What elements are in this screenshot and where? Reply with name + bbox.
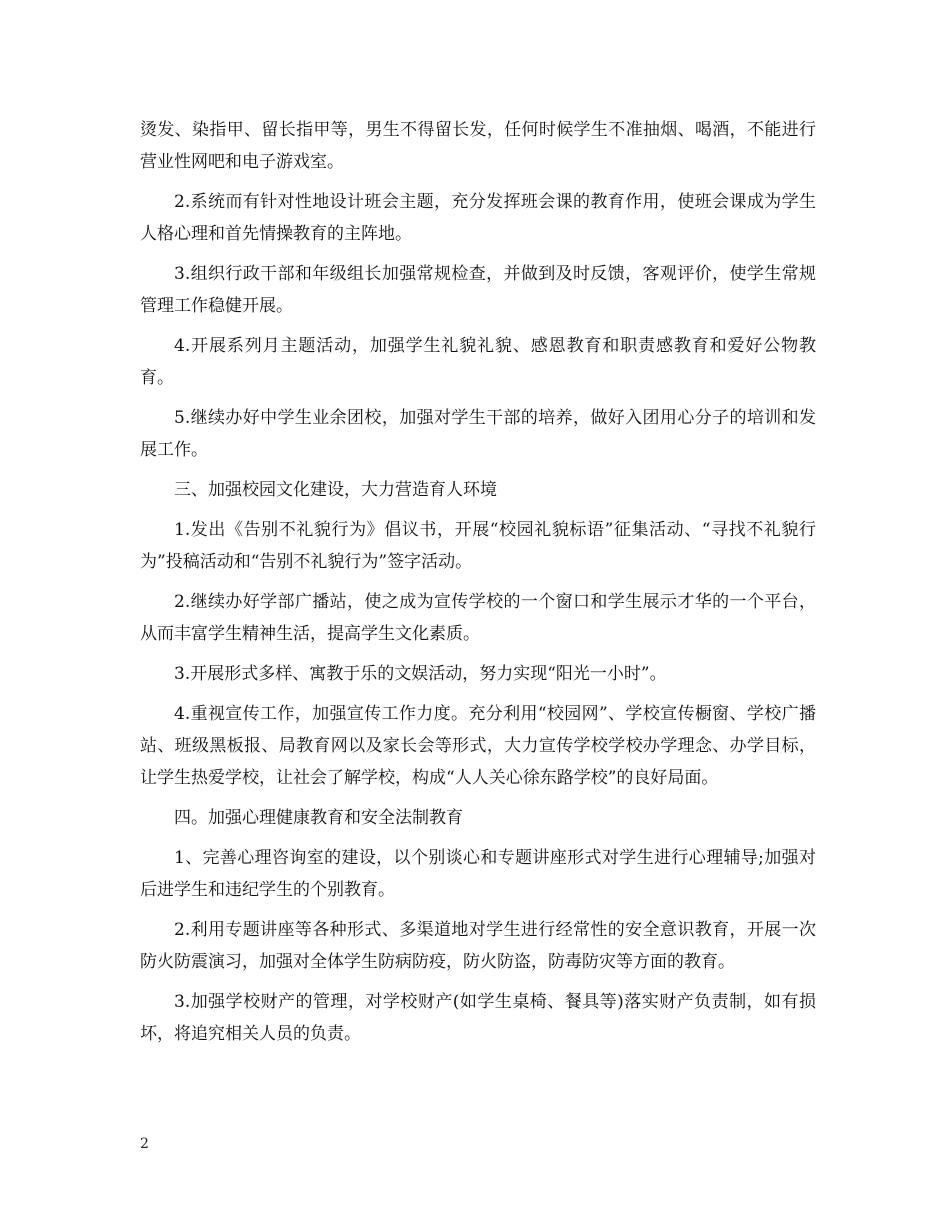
- section-heading-four: 四。加强心理健康教育和安全法制教育: [174, 808, 463, 828]
- document-body: [140, 114, 816, 1058]
- paragraph-item-5-youth-school: 5.继续办好中学生业余团校，加强对学生干部的培养，做好入团用心分子的培训和发展工作。: [140, 408, 816, 460]
- paragraph-item-2-broadcast: 2.继续办好学部广播站，使之成为宣传学校的一个窗口和学生展示才华的一个平台，从而丰富学生精神生活，提高学生文化素质。: [140, 592, 816, 644]
- paragraph-item-4-publicity: 4.重视宣传工作，加强宣传工作力度。充分利用“校园网”、学校宣传橱窗、学校广播站、班级黑板报、局教育网以及家长会等形式，大力宣传学校学校办学理念、办学目标，让学生热爱学校，让社会了解学校，构成“人人关心徐东路学校”的良好局面。: [140, 704, 816, 788]
- paragraph-item-4-monthly-theme: 4.开展系列月主题活动，加强学生礼貌礼貌、感恩教育和职责感教育和爱好公物教育。: [140, 336, 816, 388]
- paragraph-item-2-class-meeting: 2.系统而有针对性地设计班会主题，充分发挥班会课的教育作用，使班会课成为学生人格心理和首先情操教育的主阵地。: [140, 192, 816, 244]
- paragraph-item-1-proposal: 1.发出《告别不礼貌行为》倡议书，开展“校园礼貌标语”征集活动、“寻找不礼貌行为”投稿活动和“告别不礼貌行为”签字活动。: [140, 520, 816, 572]
- paragraph-item-2-safety: 2.利用专题讲座等各种形式、多渠道地对学生进行经常性的安全意识教育，开展一次防火防震演习，加强对全体学生防病防疫，防火防盗，防毒防灾等方面的教育。: [140, 920, 816, 972]
- paragraph-item-3-routine-check: 3.组织行政干部和年级组长加强常规检查，并做到及时反馈，客观评价，使学生常规管理工作稳健开展。: [140, 264, 816, 316]
- paragraph-continuation: 烫发、染指甲、留长指甲等，男生不得留长发，任何时候学生不准抽烟、喝酒，不能进行营业性网吧和电子游戏室。: [140, 120, 816, 172]
- paragraph-item-1-counseling: 1、完善心理咨询室的建设，以个别谈心和专题讲座形式对学生进行心理辅导;加强对后进学生和违纪学生的个别教育。: [140, 848, 816, 900]
- paragraph-item-3-property: 3.加强学校财产的管理，对学校财产(如学生桌椅、餐具等)落实财产负责制，如有损坏，将追究相关人员的负责。: [140, 992, 816, 1044]
- paragraph-item-3-activities: 3.开展形式多样、寓教于乐的文娱活动，努力实现“阳光一小时”。: [174, 664, 667, 684]
- page-number: 2: [140, 1136, 149, 1152]
- section-heading-three: 三、加强校园文化建设，大力营造育人环境: [174, 480, 497, 500]
